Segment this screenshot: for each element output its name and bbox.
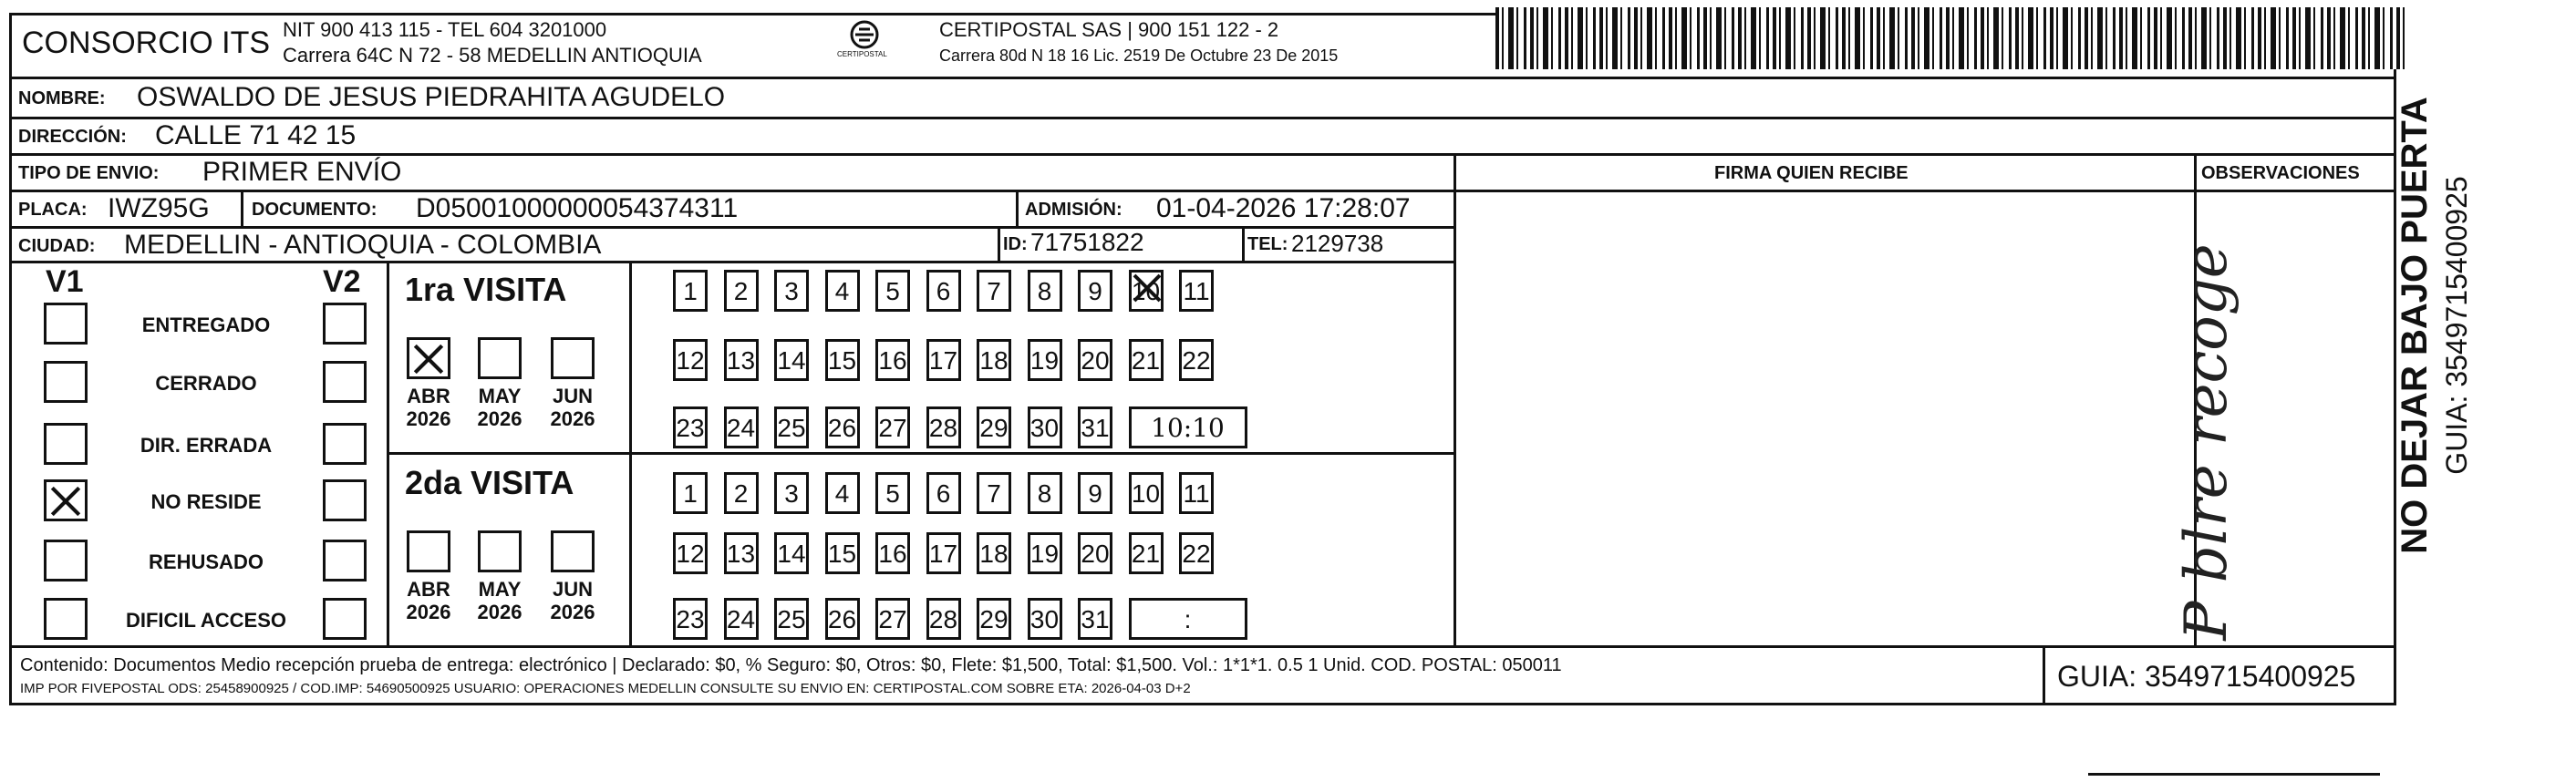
observaciones-handwriting: P blre recoge — [2173, 243, 2240, 641]
visit2-day-27[interactable]: 27 — [875, 598, 910, 640]
visit2-time-box[interactable]: : — [1129, 598, 1247, 640]
visit2-day-17[interactable]: 17 — [926, 532, 961, 574]
status-v1-checkbox[interactable] — [44, 598, 88, 640]
visit1-day-4[interactable]: 4 — [825, 270, 860, 312]
visit2-day-12[interactable]: 12 — [673, 532, 708, 574]
visit1-day-8[interactable]: 8 — [1028, 270, 1062, 312]
footer-contenido: Contenido: Documentos Medio recepción prueba de entrega: electrónico | Declarado: $0, % Seguro: $0, Otros: $0, Flete: $1,500, Total: $1,500. Vol.: 1*1*1. 0.5 1 Unid. COD. POSTAL: 050011 — [20, 655, 1562, 675]
visit1-day-22[interactable]: 22 — [1179, 339, 1214, 381]
divider — [9, 261, 1455, 263]
visit1-day-10[interactable]: 10 — [1129, 270, 1164, 312]
visit2-day-25[interactable]: 25 — [774, 598, 809, 640]
v2-header: V2 — [323, 264, 361, 299]
tel-value: 2129738 — [1291, 230, 1384, 257]
nombre-label: NOMBRE: — [18, 88, 106, 108]
visit1-day-1[interactable]: 1 — [673, 270, 708, 312]
status-label: DIR. ERRADA — [140, 434, 273, 457]
visit1-month-checkbox[interactable] — [407, 337, 450, 379]
placa-value: IWZ95G — [108, 193, 210, 223]
visit1-day-3[interactable]: 3 — [774, 270, 809, 312]
tipo-envio-label: TIPO DE ENVIO: — [18, 163, 160, 183]
visit1-day-20[interactable]: 20 — [1078, 339, 1112, 381]
tipo-envio-value: PRIMER ENVÍO — [202, 157, 402, 187]
status-label: NO RESIDE — [150, 490, 262, 513]
visit2-day-8[interactable]: 8 — [1028, 472, 1062, 514]
visit2-day-10[interactable]: 10 — [1129, 472, 1164, 514]
visit1-title: 1ra VISITA — [405, 271, 567, 308]
footer-guia: GUIA: 3549715400925 — [2057, 660, 2356, 693]
visit2-day-11[interactable]: 11 — [1179, 472, 1214, 514]
tel-label: TEL: — [1247, 234, 1288, 254]
status-label: CERRADO — [155, 372, 257, 395]
status-v2-checkbox[interactable] — [323, 423, 367, 465]
divider — [998, 226, 1000, 261]
admision-label: ADMISIÓN: — [1025, 200, 1122, 220]
direccion-value: CALLE 71 42 15 — [155, 120, 357, 150]
status-label: DIFICIL ACCESO — [125, 609, 286, 632]
visit1-day-23[interactable]: 23 — [673, 406, 708, 448]
company-address: Carrera 64C N 72 - 58 MEDELLIN ANTIOQUIA — [283, 44, 702, 67]
divider — [9, 77, 2396, 79]
status-label: REHUSADO — [149, 550, 264, 573]
status-v2-checkbox[interactable] — [323, 361, 367, 403]
visit2-day-22[interactable]: 22 — [1179, 532, 1214, 574]
certipostal-logo-caption: CERTIPOSTAL — [837, 50, 887, 58]
visit2-day-3[interactable]: 3 — [774, 472, 809, 514]
visit1-day-11[interactable]: 11 — [1179, 270, 1214, 312]
visit2-day-19[interactable]: 19 — [1028, 532, 1062, 574]
visit2-month-checkbox[interactable] — [478, 530, 522, 572]
side-no-dejar: NO DEJAR BAJO PUERTA — [2395, 97, 2435, 554]
company-nit: NIT 900 413 115 - TEL 604 3201000 — [283, 18, 607, 41]
status-v2-checkbox[interactable] — [323, 303, 367, 345]
visit1-time-box[interactable]: 10:10 — [1129, 406, 1247, 448]
visit2-day-16[interactable]: 16 — [875, 532, 910, 574]
visit2-day-31[interactable]: 31 — [1078, 598, 1112, 640]
status-v1-checkbox[interactable] — [44, 479, 88, 521]
documento-label: DOCUMENTO: — [252, 200, 378, 220]
divider — [387, 452, 1455, 455]
carrier-address: Carrera 80d N 18 16 Lic. 2519 De Octubre 23 De 2015 — [939, 46, 1339, 65]
visit2-day-9[interactable]: 9 — [1078, 472, 1112, 514]
visit2-month-checkbox[interactable] — [551, 530, 595, 572]
nombre-value: OSWALDO DE JESUS PIEDRAHITA AGUDELO — [137, 82, 726, 112]
observaciones-header: OBSERVACIONES — [2201, 163, 2360, 183]
divider — [241, 190, 243, 226]
visit1-day-30[interactable]: 30 — [1028, 406, 1062, 448]
carrier-name: CERTIPOSTAL SAS | 900 151 122 - 2 — [939, 18, 1279, 41]
visit1-day-27[interactable]: 27 — [875, 406, 910, 448]
visit1-day-5[interactable]: 5 — [875, 270, 910, 312]
id-label: ID: — [1003, 234, 1028, 254]
ciudad-value: MEDELLIN - ANTIOQUIA - COLOMBIA — [124, 230, 602, 260]
visit2-day-29[interactable]: 29 — [977, 598, 1011, 640]
visit1-day-14[interactable]: 14 — [774, 339, 809, 381]
divider — [2088, 773, 2380, 776]
visit1-day-28[interactable]: 28 — [926, 406, 961, 448]
status-v1-checkbox[interactable] — [44, 423, 88, 465]
visit2-day-21[interactable]: 21 — [1129, 532, 1164, 574]
divider — [9, 190, 2396, 192]
status-v2-checkbox[interactable] — [323, 540, 367, 581]
visit1-month-checkbox[interactable] — [551, 337, 595, 379]
direccion-label: DIRECCIÓN: — [18, 127, 127, 147]
visit1-day-31[interactable]: 31 — [1078, 406, 1112, 448]
divider — [9, 117, 2396, 119]
id-value: 71751822 — [1030, 228, 1144, 256]
divider — [9, 226, 1455, 229]
visit1-month-label: MAY 2026 — [477, 385, 522, 431]
status-v2-checkbox[interactable] — [323, 479, 367, 521]
visit1-day-15[interactable]: 15 — [825, 339, 860, 381]
divider — [1016, 190, 1019, 226]
visit2-day-26[interactable]: 26 — [825, 598, 860, 640]
divider — [1242, 226, 1245, 261]
barcode — [1495, 7, 2407, 69]
status-v1-checkbox[interactable] — [44, 303, 88, 345]
visit1-day-2[interactable]: 2 — [724, 270, 759, 312]
visit2-month-label: ABR 2026 — [406, 578, 451, 624]
visit1-month-label: ABR 2026 — [406, 385, 451, 431]
visit2-month-label: MAY 2026 — [477, 578, 522, 624]
visit1-day-17[interactable]: 17 — [926, 339, 961, 381]
status-v1-checkbox[interactable] — [44, 540, 88, 581]
visit1-day-21[interactable]: 21 — [1129, 339, 1164, 381]
company-name: CONSORCIO ITS — [22, 26, 271, 60]
visit1-month-checkbox[interactable] — [478, 337, 522, 379]
side-guia: GUIA: 3549715400925 — [2440, 176, 2473, 475]
visit2-title: 2da VISITA — [405, 464, 574, 501]
visit2-day-7[interactable]: 7 — [977, 472, 1011, 514]
documento-value: D05001000000054374311 — [416, 193, 739, 223]
visit2-day-1[interactable]: 1 — [673, 472, 708, 514]
status-v1-checkbox[interactable] — [44, 361, 88, 403]
visit1-day-29[interactable]: 29 — [977, 406, 1011, 448]
visit2-month-label: JUN 2026 — [550, 578, 595, 624]
visit1-day-13[interactable]: 13 — [724, 339, 759, 381]
visit2-month-checkbox[interactable] — [407, 530, 450, 572]
visit1-day-18[interactable]: 18 — [977, 339, 1011, 381]
visit2-day-15[interactable]: 15 — [825, 532, 860, 574]
visit2-day-23[interactable]: 23 — [673, 598, 708, 640]
visit1-day-25[interactable]: 25 — [774, 406, 809, 448]
visit2-day-28[interactable]: 28 — [926, 598, 961, 640]
visit2-day-2[interactable]: 2 — [724, 472, 759, 514]
visit2-day-6[interactable]: 6 — [926, 472, 961, 514]
visit2-day-13[interactable]: 13 — [724, 532, 759, 574]
admision-value: 01-04-2026 17:28:07 — [1156, 193, 1411, 223]
visit2-day-4[interactable]: 4 — [825, 472, 860, 514]
status-label: ENTREGADO — [141, 314, 271, 336]
footer-imp: IMP POR FIVEPOSTAL ODS: 25458900925 / COD.IMP: 54690500925 USUARIO: OPERACIONES MEDELLIN CONSULTE SU ENVIO EN: CERTIPOSTAL.COM SOBRE ETA: 2026-04-03 D+2 — [20, 681, 1191, 696]
divider — [9, 153, 2396, 156]
visit2-day-18[interactable]: 18 — [977, 532, 1011, 574]
status-v2-checkbox[interactable] — [323, 598, 367, 640]
visit2-day-20[interactable]: 20 — [1078, 532, 1112, 574]
visit2-day-14[interactable]: 14 — [774, 532, 809, 574]
visit1-day-6[interactable]: 6 — [926, 270, 961, 312]
placa-label: PLACA: — [18, 200, 88, 220]
day-cross-mark — [1129, 270, 1165, 312]
visit1-day-24[interactable]: 24 — [724, 406, 759, 448]
firma-header: FIRMA QUIEN RECIBE — [1714, 163, 1909, 183]
divider — [2043, 645, 2045, 705]
visit1-day-16[interactable]: 16 — [875, 339, 910, 381]
visit1-day-26[interactable]: 26 — [825, 406, 860, 448]
ciudad-label: CIUDAD: — [18, 236, 96, 256]
visit1-day-9[interactable]: 9 — [1078, 270, 1112, 312]
visit1-day-7[interactable]: 7 — [977, 270, 1011, 312]
visit2-day-5[interactable]: 5 — [875, 472, 910, 514]
visit2-day-24[interactable]: 24 — [724, 598, 759, 640]
visit1-day-12[interactable]: 12 — [673, 339, 708, 381]
visit1-month-label: JUN 2026 — [550, 385, 595, 431]
visit2-day-30[interactable]: 30 — [1028, 598, 1062, 640]
divider — [9, 645, 2396, 648]
visit1-day-19[interactable]: 19 — [1028, 339, 1062, 381]
v1-header: V1 — [46, 264, 84, 299]
